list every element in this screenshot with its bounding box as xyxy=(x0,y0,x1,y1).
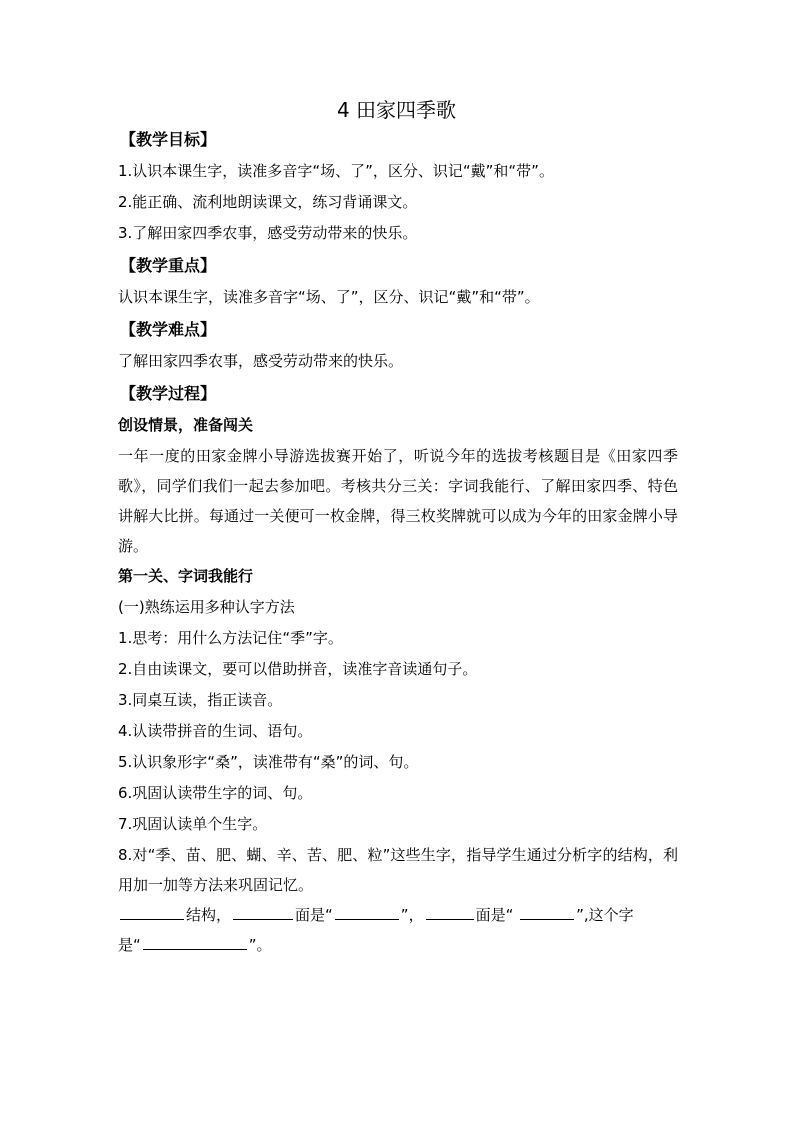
document-body xyxy=(118,123,678,960)
step-item: 4.认读带拼音的生词、语句。 xyxy=(118,722,313,740)
fill-in-exercise xyxy=(118,900,678,930)
intro-title: 创设情景，准备闯关 xyxy=(118,416,254,434)
difficulties-text: 了解田家四季农事，感受劳动带来的快乐。 xyxy=(118,352,404,370)
difficulties-heading: 【教学难点】 xyxy=(120,320,217,339)
fill-text: ”。 xyxy=(248,936,272,954)
step-item: 3.同桌互读，指正读音。 xyxy=(118,691,283,709)
goal-item: 3.了解田家四季农事，感受劳动带来的快乐。 xyxy=(118,224,418,242)
step-item: 6.巩固认读带生字的词、句。 xyxy=(118,784,313,802)
goal-item: 2.能正确、流利地朗读课文，练习背诵课文。 xyxy=(118,193,418,211)
step-item: 7.巩固认读单个生字。 xyxy=(118,815,268,833)
fill-text: ”,这个字 xyxy=(576,906,634,924)
key-points-heading: 【教学重点】 xyxy=(120,256,217,275)
fill-blank[interactable] xyxy=(520,901,574,920)
stage1-subtitle: (一)熟练运用多种认字方法 xyxy=(118,598,295,616)
intro-paragraph: 一年一度的田家金牌小导游选拔赛开始了，听说今年的选拔考核题目是《田家四季歌》，同学们我们一起去参加吧。考核共分三关：字词我能行、了解田家四季、特色讲解大比拼。每通过一关便可一枚金牌，得三枚奖牌就可以成为今年的田家金牌小导游。 xyxy=(118,447,678,555)
goals-heading: 【教学目标】 xyxy=(120,130,217,149)
fill-text: 结构， xyxy=(186,906,232,924)
fill-text: 面是“ xyxy=(475,906,519,924)
step-item: 1.思考：用什么方法记住“季”字。 xyxy=(118,629,343,647)
goal-item: 1.认识本课生字，读准多音字“场、了”，区分、识记“戴”和“带”。 xyxy=(118,162,554,180)
lesson-title: 4 田家四季歌 xyxy=(336,98,457,122)
step-item: 8.对“季、苗、肥、蝴、辛、苦、肥、粒”这些生字，指导学生通过分析字的结构，利用加一加等方法来巩固记忆。 xyxy=(118,846,678,894)
fill-blank[interactable] xyxy=(143,931,247,950)
stage1-title: 第一关、字词我能行 xyxy=(118,567,254,585)
fill-blank[interactable] xyxy=(426,901,474,920)
step-item: 2.自由读课文，要可以借助拼音，读准字音读通句子。 xyxy=(118,660,478,678)
fill-text: 是“ xyxy=(118,936,141,954)
key-points-text: 认识本课生字，读准多音字“场、了”，区分、识记“戴”和“带”。 xyxy=(118,288,540,306)
fill-in-exercise-cont xyxy=(118,930,678,960)
fill-blank[interactable] xyxy=(120,901,184,920)
fill-blank[interactable] xyxy=(233,901,293,920)
step-item: 5.认识象形字“桑”，读准带有“桑”的词、句。 xyxy=(118,753,419,771)
fill-text: 面是“ xyxy=(295,906,333,924)
fill-blank[interactable] xyxy=(335,901,399,920)
process-heading: 【教学过程】 xyxy=(120,384,217,403)
fill-text: ”， xyxy=(400,906,424,924)
